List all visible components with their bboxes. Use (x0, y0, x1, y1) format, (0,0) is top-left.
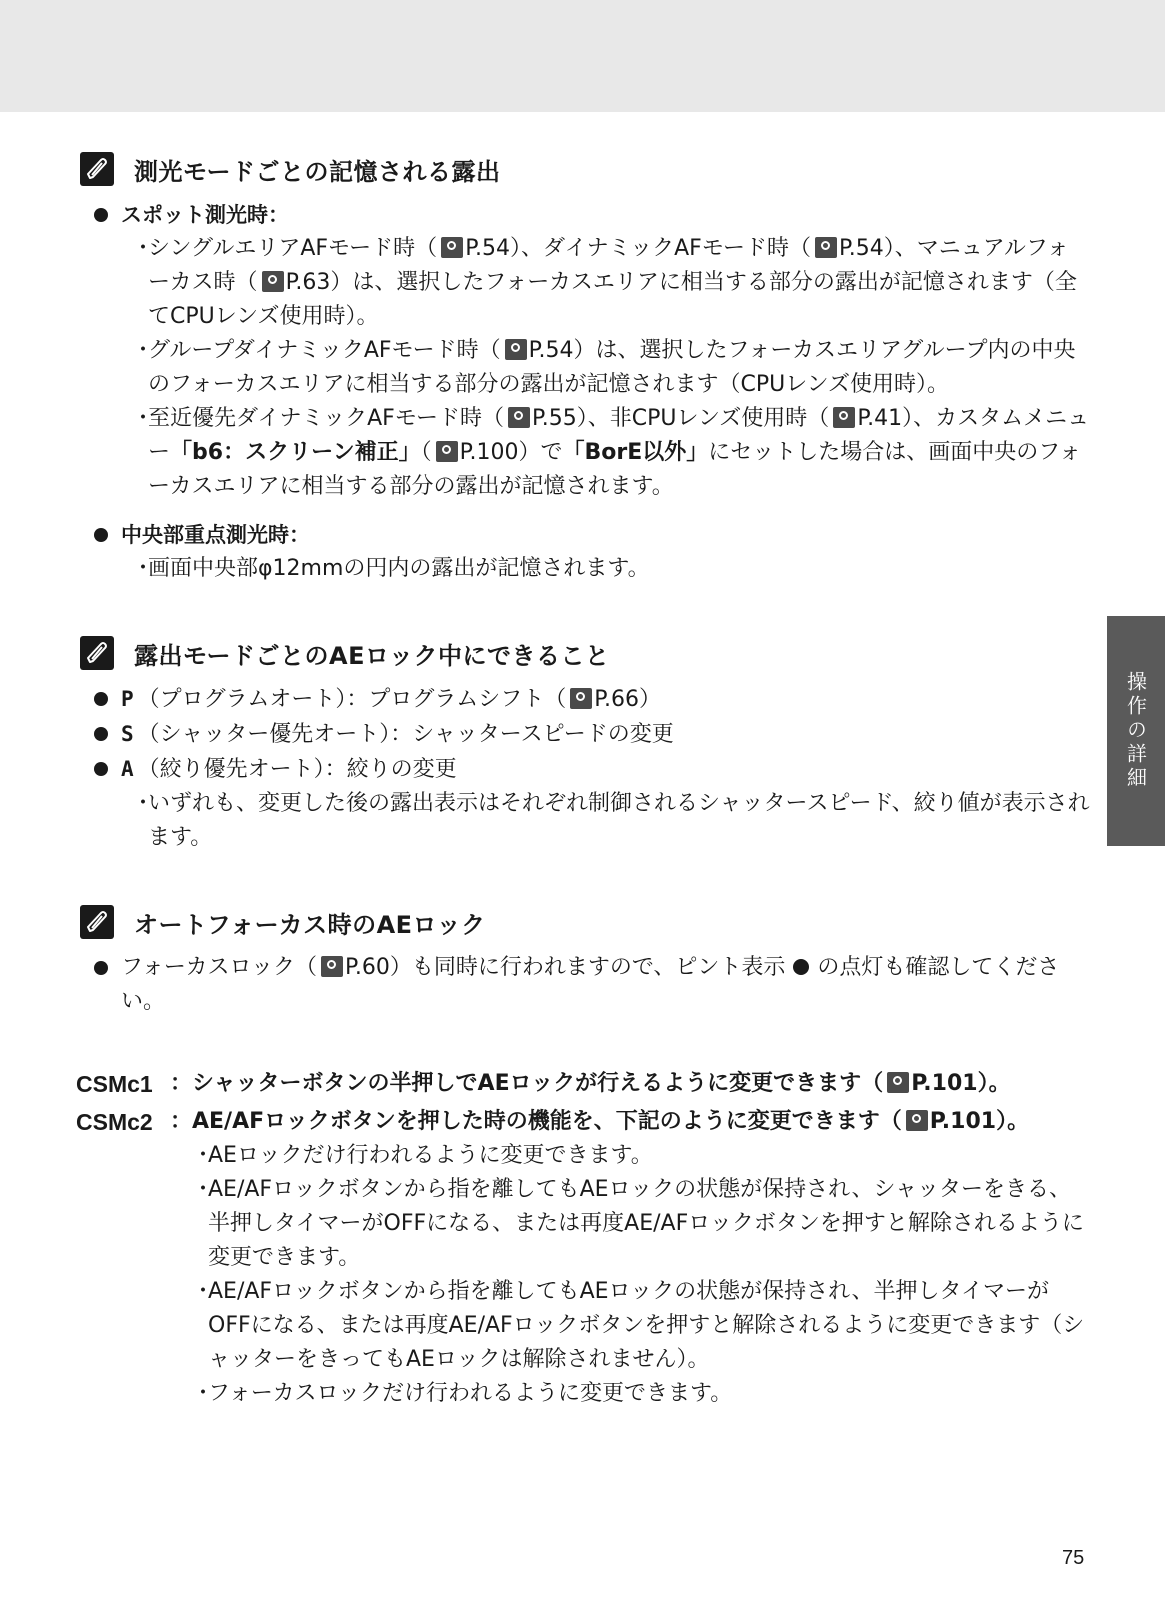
pencil-note-icon (80, 152, 114, 186)
page-ref-icon (262, 271, 284, 292)
bullet-item: フォーカスロック（ P.60）も同時に行われますので、ピント表示 の点灯も確認してください。 (94, 951, 1090, 1019)
page-ref[interactable]: P.60 (345, 955, 390, 980)
sub-text: グループダイナミックAFモード時（ P.54）は、選択したフォーカスエリアグループ内の中央のフォーカスエリアに相当する部分の露出が記憶されます（CPUレンズ使用時）。 (148, 338, 1076, 397)
bullet-item (94, 518, 1090, 552)
csm-option: ・ AEロックだけ行われるように変更できます。 (192, 1143, 653, 1168)
csm-c2: CSMc2 ：AE/AFロックボタンを押した時の機能を、下記のように変更できます（ P.101）。 (76, 1105, 1090, 1139)
bullet-dot (94, 528, 108, 542)
sub-item (132, 232, 1090, 334)
bullet-label: スポット測光時： (121, 203, 289, 227)
mode-a-label: A (121, 757, 134, 781)
page-ref[interactable]: P.54 (465, 236, 511, 261)
sub-text: いずれも、変更した後の露出表示はそれぞれ制御されるシャッタースピード、絞り値が表示されます。 (148, 791, 1090, 850)
sub-marker: ・ (132, 791, 155, 816)
sub-item (132, 552, 1090, 586)
csm-option: ・ AE/AFロックボタンから指を離してもAEロックの状態が保持され、半押しタイマーがOFFになる、または再度AE/AFロックボタンを押すと解除されるように変更できます（シャッターをきってもAEロックは解除されません）。 (192, 1279, 1085, 1372)
page-ref[interactable]: P.41 (857, 406, 903, 431)
page-ref-icon (815, 237, 837, 258)
page-ref-icon (505, 339, 527, 360)
bullet-label: 中央部重点測光時： (121, 523, 310, 547)
page-ref-icon (570, 688, 592, 709)
sub-marker: ・ (132, 556, 155, 581)
page-ref-icon (833, 407, 855, 428)
page-ref-icon (436, 441, 458, 462)
page-ref[interactable]: P.101 (911, 1071, 978, 1096)
bullet-dot (94, 692, 108, 706)
bullet-dot (94, 727, 108, 741)
page-ref-icon (906, 1110, 928, 1131)
bullet-item: S （シャッター優先オート）：シャッタースピードの変更 (94, 717, 1090, 752)
pencil-note-icon (80, 905, 114, 939)
bullet-item: P （プログラムオート）：プログラムシフト（ P.66） (94, 682, 1090, 717)
focus-indicator-icon (793, 959, 809, 975)
pencil-note-icon (80, 636, 114, 670)
menu-item-name: 「b6：スクリーン補正」 (170, 440, 421, 465)
sub-marker: ・ (132, 338, 155, 363)
page-ref[interactable]: P.100 (459, 440, 519, 465)
setting-value: 「BorE以外」 (562, 440, 709, 465)
section-title: オートフォーカス時のAEロック (134, 910, 486, 939)
bullet-item: A （絞り優先オート）：絞りの変更 (94, 752, 1090, 787)
csm-option: ・ AE/AFロックボタンから指を離してもAEロックの状態が保持され、シャッターをきる、半押しタイマーがOFFになる、または再度AE/AFロックボタンを押すと解除されるように変更できます。 (192, 1177, 1084, 1270)
page-ref-icon (508, 407, 530, 428)
sub-text: シングルエリアAFモード時（ P.54）、ダイナミックAFモード時（ P.54）、マニュアルフォーカス時（ P.63）は、選択したフォーカスエリアに相当する部分の露出が記憶されます（全てCPUレンズ使用時）。 (148, 236, 1077, 329)
page-ref-icon (441, 237, 463, 258)
csm-c1: CSMc1 ：シャッターボタンの半押しでAEロックが行えるように変更できます（ P.101）。 (76, 1067, 1090, 1101)
mode-s-label: S (121, 722, 134, 746)
bullet-dot (94, 208, 108, 222)
chapter-tab[interactable] (1107, 616, 1165, 846)
sub-item (132, 787, 1090, 855)
bullet-dot (94, 762, 108, 776)
section-heading (80, 903, 1090, 941)
page-ref-icon (887, 1072, 909, 1093)
csm-option: ・ フォーカスロックだけ行われるように変更できます。 (192, 1381, 733, 1406)
section-heading (80, 150, 1090, 188)
page-ref[interactable]: P.66 (594, 687, 640, 712)
page-ref[interactable]: P.54 (838, 236, 884, 261)
sub-item (132, 402, 1090, 504)
page-ref[interactable]: P.101 (929, 1109, 997, 1134)
sub-item (132, 334, 1090, 402)
sub-marker: ・ (132, 236, 155, 261)
page-ref[interactable]: P.55 (531, 406, 577, 431)
bullet-dot (94, 961, 108, 975)
sub-text: 画面中央部φ12mmの円内の露出が記憶されます。 (148, 556, 650, 581)
bullet-item (94, 198, 1090, 232)
section-title: 露出モードごとのAEロック中にできること (134, 641, 610, 670)
sub-marker: ・ (132, 406, 155, 431)
page-content (76, 150, 1090, 1411)
sub-text: 至近優先ダイナミックAFモード時（ P.55）、非CPUレンズ使用時（ P.41）、カスタムメニュー「b6：スクリーン補正」（ P.100）で「BorE以外」にセットした場合は、画面中央のフォーカスエリアに相当する部分の露出が記憶されます。 (148, 406, 1090, 499)
page-number: 75 (1062, 1547, 1085, 1569)
page-ref[interactable]: P.54 (528, 338, 574, 363)
page-ref-icon (321, 956, 343, 977)
header-band (0, 0, 1165, 112)
section-heading (80, 634, 1090, 672)
section-title: 測光モードごとの記憶される露出 (134, 157, 501, 186)
page-ref[interactable]: P.63 (285, 270, 331, 295)
chapter-tab-label: 操作の詳細 (1123, 671, 1148, 791)
csm-code: CSMc1 (76, 1071, 153, 1097)
csm-code: CSMc2 (76, 1109, 153, 1135)
mode-p-label: P (121, 687, 134, 711)
